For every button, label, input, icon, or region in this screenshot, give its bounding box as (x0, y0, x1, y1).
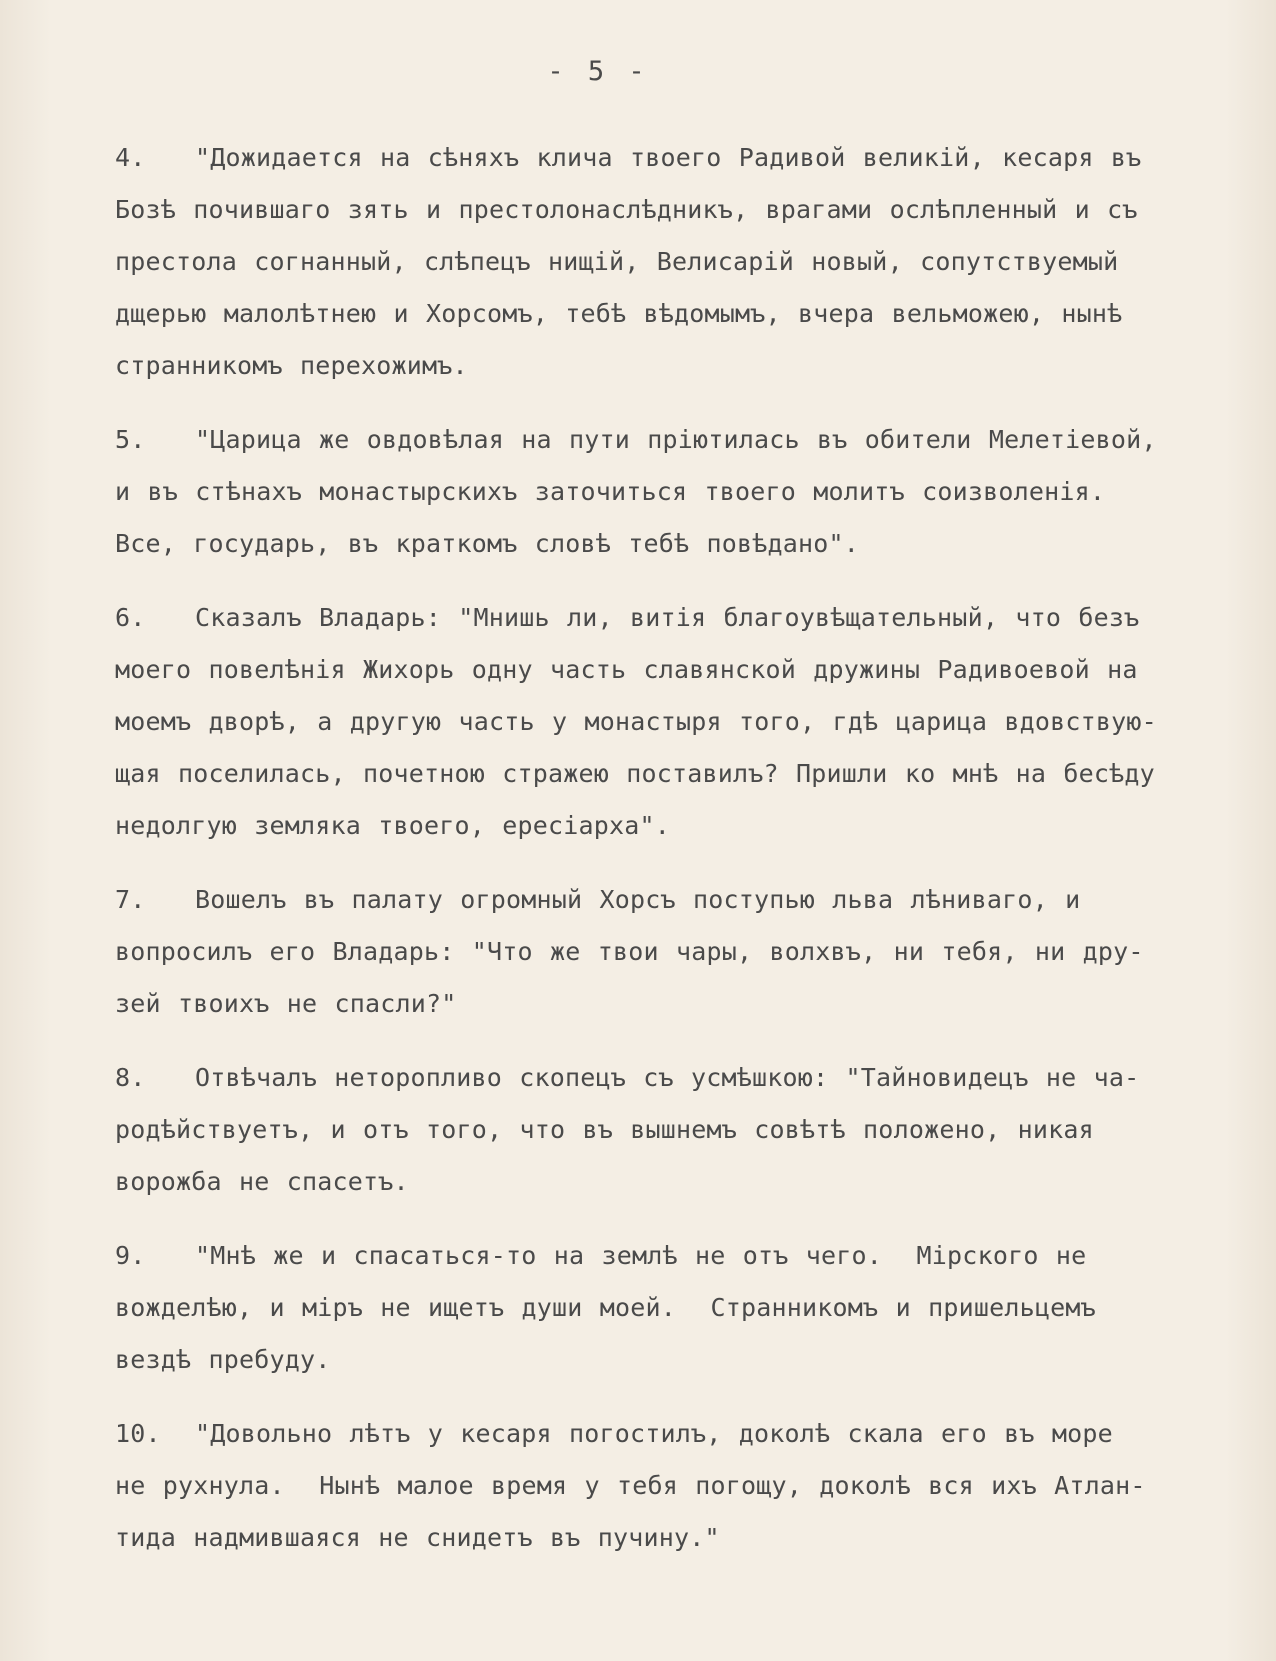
paragraph-number: 5. (115, 425, 146, 454)
paragraph-line (115, 874, 1235, 926)
paragraph-line (115, 414, 1235, 466)
paragraph-10 (115, 1408, 1235, 1564)
line-text: моемъ дворѣ, а другую часть у монастыря того, гдѣ царица вдовствую- (115, 707, 1157, 736)
line-text: Отвѣчалъ неторопливо скопецъ съ усмѣшкою: "Тайновидецъ не ча- (195, 1063, 1140, 1092)
paragraph-number: 4. (115, 143, 146, 172)
line-text: не рухнула. Нынѣ малое время у тебя погощу, доколѣ вся ихъ Атлан- (115, 1471, 1146, 1500)
paragraph-9 (115, 1230, 1235, 1386)
paragraph-line (115, 1052, 1235, 1104)
paragraph-6 (115, 592, 1235, 852)
line-text: престола согнанный, слѣпецъ нищій, Велисарій новый, сопутствуемый (115, 247, 1119, 276)
line-text: и въ стѣнахъ монастырскихъ заточиться твоего молитъ соизволенія. (115, 477, 1106, 506)
paragraph-number: 10. (115, 1419, 161, 1448)
line-text: "Дожидается на сѣняхъ клича твоего Радивой великій, кесаря въ (195, 143, 1142, 172)
line-text: Сказалъ Владарь: "Мнишь ли, витія благоувѣщательный, что безъ (195, 603, 1140, 632)
line-text: "Довольно лѣтъ у кесаря погостилъ, доколѣ скала его въ море (195, 1419, 1113, 1448)
line-text: Все, государь, въ краткомъ словѣ тебѣ повѣдано". (115, 529, 860, 558)
page-number: - 5 - (547, 56, 649, 87)
line-text: вопросилъ его Владарь: "Что же твои чары, волхвъ, ни тебя, ни дру- (115, 937, 1144, 966)
paragraph-number: 6. (115, 603, 146, 632)
line-text: странникомъ перехожимъ. (115, 351, 468, 380)
line-text: "Мнѣ же и спасаться-то на землѣ не отъ чего. Мірского не (195, 1241, 1087, 1270)
line-text: моего повелѣнія Жихорь одну часть славянской дружины Радивоевой на (115, 655, 1138, 684)
paragraph-number: 8. (115, 1063, 146, 1092)
paragraph-line (115, 1408, 1235, 1460)
line-text: вожделѣю, и міръ не ищетъ души моей. Странникомъ и пришельцемъ (115, 1293, 1096, 1322)
line-text: "Царица же овдовѣлая на пути пріютилась въ обители Мелетіевой, (195, 425, 1157, 454)
line-text: дщерью малолѣтнею и Хорсомъ, тебѣ вѣдомымъ, вчера вельможею, нынѣ (115, 299, 1123, 328)
line-text: Вошелъ въ палату огромный Хорсъ поступью льва лѣниваго, и (195, 885, 1081, 914)
paragraph-number: 9. (115, 1241, 146, 1270)
paragraph-7 (115, 874, 1235, 1030)
line-text: щая поселилась, почетною стражею поставилъ? Пришли ко мнѣ на бесѣду (115, 759, 1155, 788)
paragraph-line (115, 1230, 1235, 1282)
line-text: родѣйствуетъ, и отъ того, что въ вышнемъ совѣтѣ положено, никая (115, 1115, 1094, 1144)
paragraph-number: 7. (115, 885, 146, 914)
line-text: тида надмившаяся не снидетъ въ пучину." (115, 1523, 720, 1552)
paragraph-4 (115, 132, 1235, 392)
paragraph-line (115, 132, 1235, 184)
line-text: ворожба не спасетъ. (115, 1167, 409, 1196)
document-body (115, 132, 1235, 1586)
line-text: вездѣ пребуду. (115, 1345, 331, 1374)
paragraph-line (115, 592, 1235, 644)
paragraph-5 (115, 414, 1235, 570)
line-text: недолгую земляка твоего, ересіарха". (115, 811, 671, 840)
line-text: зей твоихъ не спасли?" (115, 989, 457, 1018)
line-text: Бозѣ почившаго зять и престолонаслѣдникъ, врагами ослѣпленный и съ (115, 195, 1138, 224)
paragraph-8 (115, 1052, 1235, 1208)
